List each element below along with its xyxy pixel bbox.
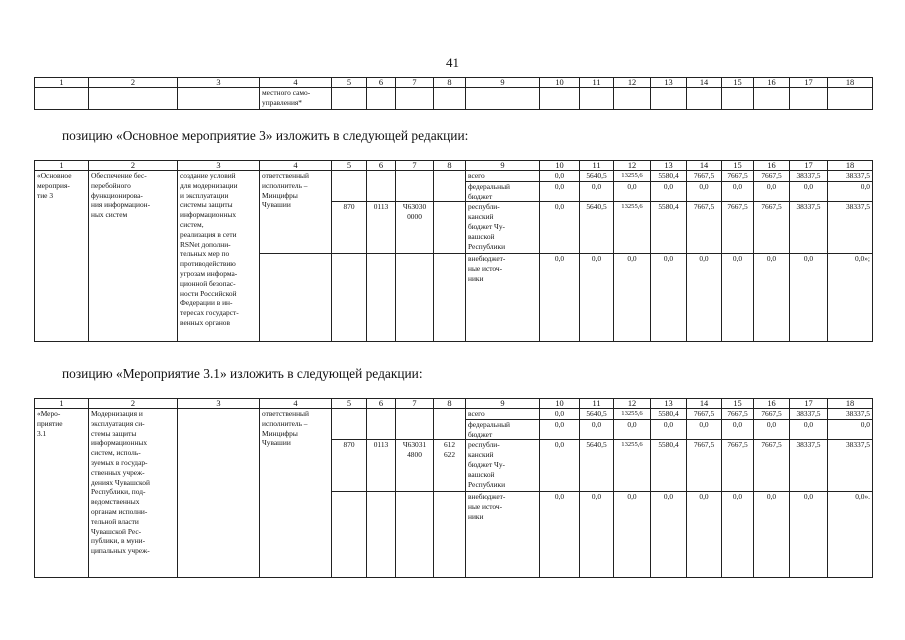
value-cell: 0,0 <box>722 419 754 440</box>
column-number: 6 <box>367 78 396 88</box>
value-cell: 0,0 <box>580 254 614 342</box>
column-number: 17 <box>790 78 828 88</box>
value-cell: 7667,5 <box>722 409 754 420</box>
heading-event-3-1: позицию «Мероприятие 3.1» изложить в следующей редакции: <box>62 366 423 381</box>
value-cell: 7667,5 <box>687 171 722 182</box>
column-number: 13 <box>651 399 687 409</box>
event-title-cell: Модернизация и эксплуатация си- стемы защиты информационных систем, исполь- зуемых в государ- ственных учреж- дениях Чувашской Республики, под- ведомственных органам исполни- тельной власти Чувашской Рес- публики, в муни- ципальных учреж- <box>89 409 178 578</box>
source-cell: внебюджет- ные источ- ники <box>466 254 540 342</box>
column-number: 13 <box>651 161 687 171</box>
kbk-grbs-cell: 870 <box>332 440 367 492</box>
column-number: 9 <box>466 161 540 171</box>
column-number: 15 <box>722 399 754 409</box>
column-number: 4 <box>260 78 332 88</box>
value-cell: 0,0 <box>540 202 580 254</box>
value-cell: 5640,5 <box>580 440 614 492</box>
page-number: 41 <box>446 55 459 70</box>
column-number: 7 <box>396 399 434 409</box>
value-cell: 0,0 <box>754 181 790 202</box>
value-cell: 0,0 <box>540 419 580 440</box>
event-name-cell: «Основное мероприя- тие 3 <box>35 171 89 342</box>
column-number: 10 <box>540 78 580 88</box>
kbk-target-cell: Ч63031 4800 <box>396 440 434 492</box>
column-number: 11 <box>580 399 614 409</box>
column-number: 17 <box>790 399 828 409</box>
source-cell: республи- канский бюджет Чу- вашской Республики <box>466 440 540 492</box>
source-cell: федеральный бюджет <box>466 419 540 440</box>
column-number: 15 <box>722 78 754 88</box>
value-cell: 7667,5 <box>754 440 790 492</box>
column-number: 2 <box>89 399 178 409</box>
column-number: 16 <box>754 161 790 171</box>
event-3-1-table <box>34 398 873 578</box>
column-number: 6 <box>367 399 396 409</box>
value-cell: 0,0 <box>687 181 722 202</box>
event-description-cell: создание условий для модернизации и эксплуатации системы защиты информационных систем, реализация в сети RSNet дополни- тельных мер по противодействию угрозам информа- ционной безопас- ности Российской Федерации в ин- тересах государст- венных органов <box>178 171 260 342</box>
kbk-type-cell <box>434 202 466 254</box>
source-cell: внебюджет- ные источ- ники <box>466 492 540 578</box>
column-number: 4 <box>260 161 332 171</box>
value-cell: 5580,4 <box>651 409 687 420</box>
column-number: 3 <box>178 161 260 171</box>
value-cell: 0,0 <box>651 492 687 578</box>
value-cell: 0,0 <box>790 254 828 342</box>
value-cell: 13255,6 <box>614 409 651 420</box>
column-number: 16 <box>754 78 790 88</box>
value-cell: 0,0 <box>790 181 828 202</box>
value-cell: 7667,5 <box>722 202 754 254</box>
value-cell: 7667,5 <box>722 171 754 182</box>
column-number: 9 <box>466 78 540 88</box>
value-cell: 0,0 <box>687 254 722 342</box>
value-cell: 0,0». <box>828 492 873 578</box>
value-cell: 38337,5 <box>790 202 828 254</box>
event-name-cell: «Меро- приятие 3.1 <box>35 409 89 578</box>
value-cell: 38337,5 <box>790 440 828 492</box>
value-cell: 0,0 <box>614 181 651 202</box>
column-number: 1 <box>35 161 89 171</box>
column-number: 8 <box>434 161 466 171</box>
column-number-row <box>35 78 873 88</box>
column-number-row <box>35 399 873 409</box>
column-number: 15 <box>722 161 754 171</box>
local-government-cell: местного само- управления* <box>260 88 332 110</box>
column-number: 14 <box>687 399 722 409</box>
value-cell: 0,0 <box>540 171 580 182</box>
value-cell: 0,0 <box>687 492 722 578</box>
value-cell: 38337,5 <box>828 171 873 182</box>
value-cell: 0,0 <box>580 419 614 440</box>
value-cell: 0,0 <box>722 492 754 578</box>
value-cell: 0,0 <box>540 254 580 342</box>
value-cell: 0,0 <box>828 419 873 440</box>
executor-cell: ответственный исполнитель – Минцифры Чувашии <box>260 409 332 578</box>
column-number: 3 <box>178 399 260 409</box>
value-cell: 7667,5 <box>754 202 790 254</box>
column-number: 3 <box>178 78 260 88</box>
column-number: 18 <box>828 78 873 88</box>
kbk-section-cell: 0113 <box>367 440 396 492</box>
column-number: 16 <box>754 399 790 409</box>
column-number: 10 <box>540 161 580 171</box>
column-number: 12 <box>614 399 651 409</box>
column-number: 11 <box>580 161 614 171</box>
value-cell: 5580,4 <box>651 202 687 254</box>
executor-cell: ответственный исполнитель – Минцифры Чувашии <box>260 171 332 254</box>
column-number: 12 <box>614 78 651 88</box>
value-cell: 0,0 <box>687 419 722 440</box>
value-cell: 0,0 <box>580 181 614 202</box>
value-cell: 0,0 <box>614 419 651 440</box>
column-number: 8 <box>434 78 466 88</box>
value-cell: 5640,5 <box>580 202 614 254</box>
column-number: 18 <box>828 161 873 171</box>
source-cell: республи- канский бюджет Чу- вашской Республики <box>466 202 540 254</box>
value-cell: 38337,5 <box>790 171 828 182</box>
top-continuation-table <box>34 77 873 110</box>
column-number: 9 <box>466 399 540 409</box>
column-number: 18 <box>828 399 873 409</box>
value-cell: 38337,5 <box>828 409 873 420</box>
column-number: 17 <box>790 161 828 171</box>
value-cell: 7667,5 <box>687 440 722 492</box>
column-number-row <box>35 161 873 171</box>
value-cell: 0,0 <box>651 419 687 440</box>
value-cell: 0,0 <box>540 492 580 578</box>
value-cell: 0,0 <box>540 181 580 202</box>
value-cell: 7667,5 <box>754 171 790 182</box>
column-number: 10 <box>540 399 580 409</box>
value-cell: 5640,5 <box>580 409 614 420</box>
value-cell: 0,0 <box>614 492 651 578</box>
column-number: 2 <box>89 161 178 171</box>
value-cell: 0,0 <box>790 492 828 578</box>
value-cell: 7667,5 <box>722 440 754 492</box>
value-cell: 0,0»; <box>828 254 873 342</box>
value-cell: 38337,5 <box>828 202 873 254</box>
value-cell: 0,0 <box>540 409 580 420</box>
column-number: 8 <box>434 399 466 409</box>
value-cell: 0,0 <box>722 254 754 342</box>
value-cell: 0,0 <box>754 492 790 578</box>
column-number: 6 <box>367 161 396 171</box>
value-cell: 0,0 <box>651 254 687 342</box>
value-cell: 5640,5 <box>580 171 614 182</box>
value-cell: 7667,5 <box>687 202 722 254</box>
value-cell: 5580,4 <box>651 171 687 182</box>
value-cell: 0,0 <box>651 181 687 202</box>
source-cell: всего <box>466 171 540 182</box>
kbk-grbs-cell: 870 <box>332 202 367 254</box>
value-cell: 13255,6 <box>614 202 651 254</box>
column-number: 1 <box>35 399 89 409</box>
kbk-type-cell: 612 622 <box>434 440 466 492</box>
value-cell: 0,0 <box>754 419 790 440</box>
heading-main-event-3: позицию «Основное мероприятие 3» изложить в следующей редакции: <box>62 128 469 143</box>
event-description-cell <box>178 409 260 578</box>
kbk-section-cell: 0113 <box>367 202 396 254</box>
value-cell: 7667,5 <box>687 409 722 420</box>
column-number: 5 <box>332 161 367 171</box>
column-number: 14 <box>687 161 722 171</box>
value-cell: 0,0 <box>580 492 614 578</box>
column-number: 7 <box>396 161 434 171</box>
value-cell: 0,0 <box>722 181 754 202</box>
column-number: 5 <box>332 399 367 409</box>
value-cell: 38337,5 <box>790 409 828 420</box>
value-cell: 38337,5 <box>828 440 873 492</box>
value-cell: 0,0 <box>614 254 651 342</box>
value-cell: 0,0 <box>540 440 580 492</box>
source-cell: всего <box>466 409 540 420</box>
column-number: 12 <box>614 161 651 171</box>
value-cell: 5580,4 <box>651 440 687 492</box>
value-cell: 0,0 <box>790 419 828 440</box>
column-number: 2 <box>89 78 178 88</box>
value-cell: 0,0 <box>754 254 790 342</box>
column-number: 14 <box>687 78 722 88</box>
source-cell: федеральный бюджет <box>466 181 540 202</box>
value-cell: 13255,6 <box>614 440 651 492</box>
column-number: 1 <box>35 78 89 88</box>
column-number: 4 <box>260 399 332 409</box>
value-cell: 7667,5 <box>754 409 790 420</box>
column-number: 13 <box>651 78 687 88</box>
value-cell: 0,0 <box>828 181 873 202</box>
event-title-cell: Обеспечение бес- перебойного функционирова- ния информацион- ных систем <box>89 171 178 342</box>
column-number: 7 <box>396 78 434 88</box>
kbk-target-cell: Ч63030 0000 <box>396 202 434 254</box>
main-event-3-table <box>34 160 873 342</box>
column-number: 5 <box>332 78 367 88</box>
column-number: 11 <box>580 78 614 88</box>
value-cell: 13255,6 <box>614 171 651 182</box>
